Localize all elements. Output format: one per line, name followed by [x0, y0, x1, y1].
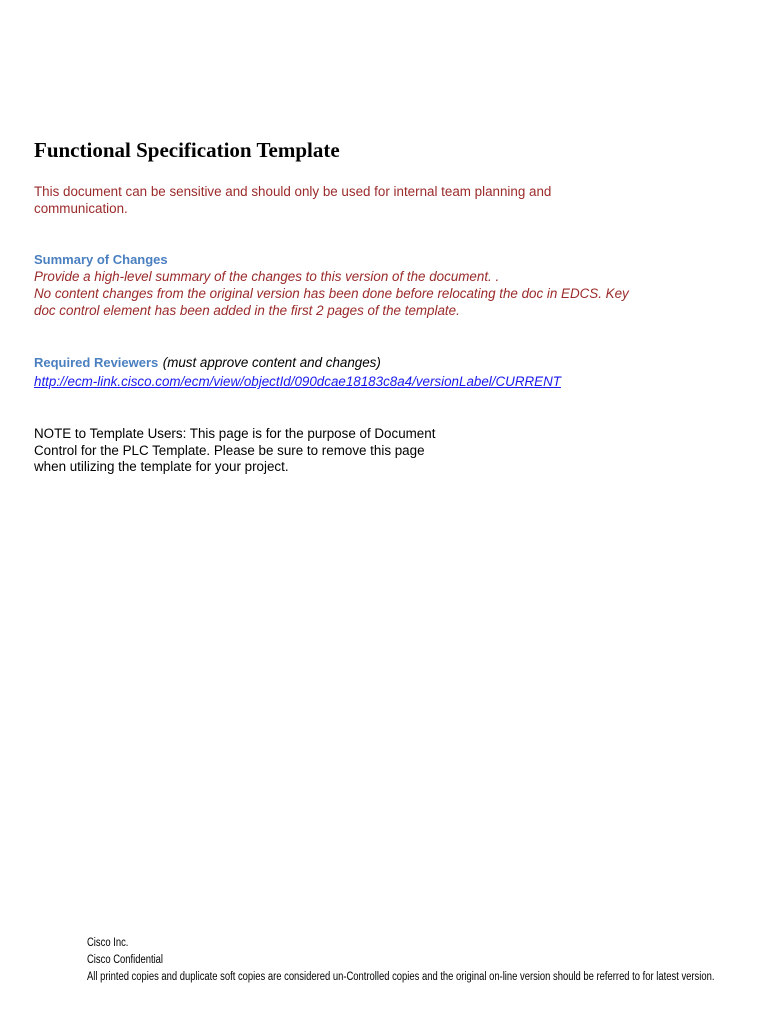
footer-confidentiality: Cisco Confidential [87, 954, 164, 966]
summary-line: No content changes from the original version has been done before relocating the doc in EDCS. Key [34, 286, 629, 301]
page-title: Functional Specification Template [34, 138, 340, 162]
sensitivity-note: This document can be sensitive and should only be used for internal team planning and communication. [34, 184, 552, 216]
summary-of-changes-section [34, 251, 694, 319]
template-note-line: NOTE to Template Users: This page is for the purpose of Document [34, 426, 436, 441]
page-footer [87, 935, 747, 986]
summary-of-changes-heading: Summary of Changes [34, 252, 168, 267]
footer-company: Cisco Inc. [87, 937, 129, 949]
template-users-note [34, 426, 474, 476]
required-reviewers-heading-row [34, 354, 694, 371]
footer-disclaimer: All printed copies and duplicate soft copies are considered un-Controlled copies and the original on-line version should be referred to for latest version. [87, 971, 715, 983]
required-reviewers-heading: Required Reviewers [34, 355, 159, 370]
summary-line: Provide a high-level summary of the changes to this version of the document. . [34, 269, 500, 284]
required-reviewers-section [34, 354, 694, 391]
template-note-line: Control for the PLC Template. Please be sure to remove this page [34, 442, 425, 458]
reviewers-link[interactable]: http://ecm-link.cisco.com/ecm/view/objectId/090dcae18183c8a4/versionLabel/CURRENT [34, 374, 561, 389]
template-note-line: when utilizing the template for your project. [34, 459, 289, 474]
required-reviewers-note: (must approve content and changes) [162, 355, 381, 370]
summary-line: doc control element has been added in the first 2 pages of the template. [34, 303, 460, 318]
